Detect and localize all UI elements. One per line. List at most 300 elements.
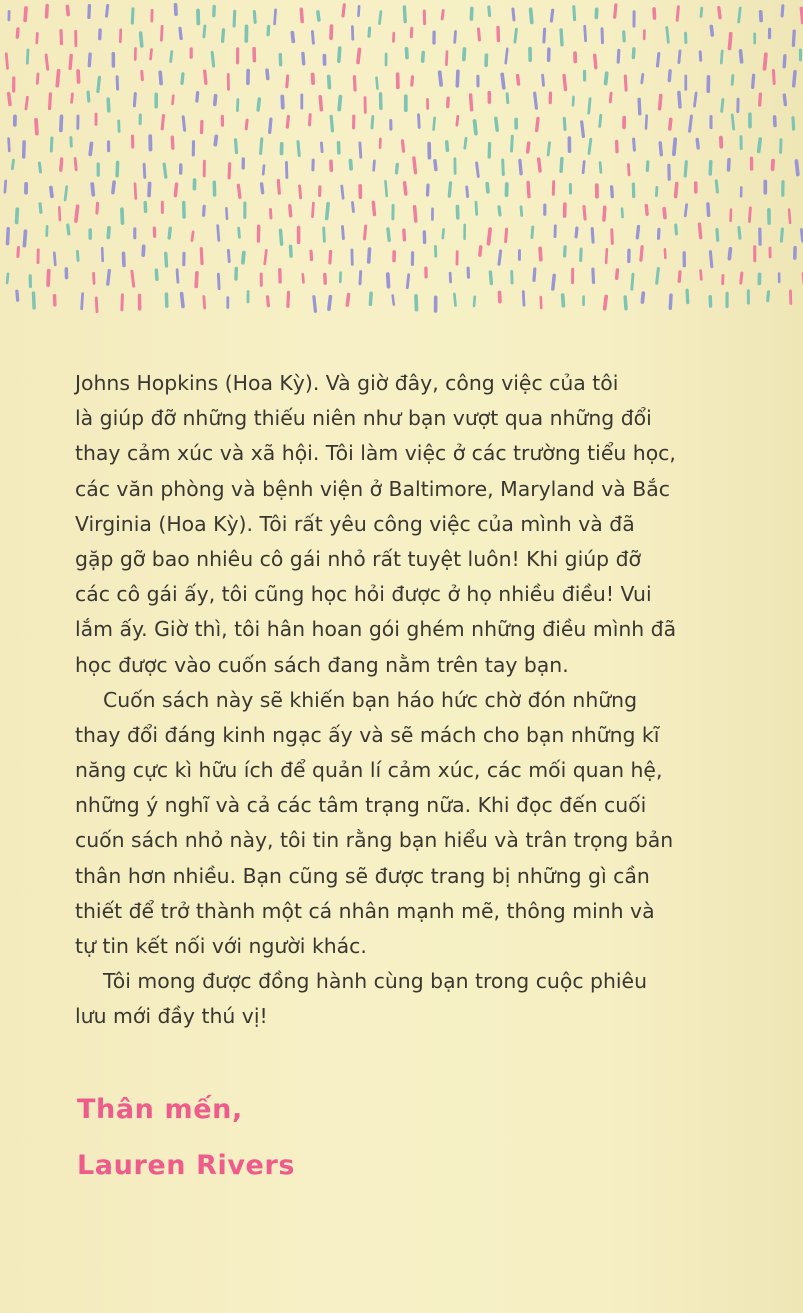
confetti-dash [78,71,79,82]
confetti-dash [585,26,586,40]
letter-line: các văn phòng và bệnh viện ở Baltimore, Maryland và Bắc [75,476,670,501]
confetti-dash [690,116,692,131]
confetti-dash [314,297,316,312]
confetti-dash [287,76,288,87]
confetti-dash [489,7,490,16]
letter-line: thiết để trở thành một cá nhân mạnh mẽ, thông minh và [75,898,655,923]
confetti-dash [540,248,541,259]
confetti-dash [61,159,62,170]
confetti-dash [454,294,455,306]
confetti-dash [339,97,340,110]
confetti-dash [583,162,584,173]
confetti-dash [539,159,540,171]
confetti-dash [141,33,142,46]
confetti-dash [290,206,291,216]
confetti-dash [313,75,314,84]
confetti-dash [369,28,370,36]
confetti-dash [353,203,354,212]
confetti-dash [9,94,10,105]
confetti-dash [17,291,18,300]
confetti-dash [606,249,607,263]
confetti-dash [75,159,76,170]
confetti-dash [107,5,108,16]
confetti-dash [339,48,340,61]
confetti-dash [143,246,144,255]
confetti-dash [388,229,389,240]
confetti-dash [108,271,110,285]
confetti-dash [268,26,269,34]
confetti-dash [592,229,593,243]
confetti-dash [670,119,671,128]
confetti-dash [261,139,262,154]
confetti-dash [37,74,38,83]
confetti-dash [739,228,740,239]
confetti-dash [467,187,468,197]
confetti-dash [236,140,237,153]
confetti-dash [701,271,702,280]
confetti-dash [695,93,697,106]
letter-line: Cuốn sách này sẽ khiến bạn háo hức chờ đón những [103,687,638,712]
confetti-dash [535,93,537,108]
confetti-dash [457,71,458,86]
confetti-dash [773,71,774,84]
confetti-dash [419,115,420,128]
confetti-dash [321,143,322,152]
confetti-dash [329,77,330,88]
letter-line: thay cảm xúc và xã hội. Tôi làm việc ở các trường tiểu học, [75,441,676,466]
confetti-dash [226,208,227,219]
confetti-dash [229,164,230,178]
confetti-dash [646,116,647,129]
confetti-dash [793,118,794,129]
confetti-dash [604,207,605,220]
confetti-dash [479,29,480,40]
confetti-dash [97,203,98,213]
confetti-dash [8,229,9,244]
confetti-dash [646,206,647,215]
confetti-dash [518,76,519,84]
confetti-dash [520,161,521,174]
confetti-dash [507,94,508,103]
letter-line: gặp gỡ bao nhiêu cô gái nhỏ rất tuyệt luôn! Khi giúp đỡ [75,546,641,571]
confetti-dash [57,71,58,86]
confetti-dash [142,71,143,79]
confetti-dash [674,139,675,154]
confetti-dash [411,28,412,37]
confetti-dash [132,9,133,23]
confetti-dash [617,270,618,278]
confetti-dash [197,93,198,101]
confetti-dash [679,93,680,107]
confetti-dash [6,54,7,68]
confetti-dash [414,158,416,173]
confetti-dash [506,229,507,242]
confetti-dash [166,253,167,266]
confetti-dash [543,75,544,85]
confetti-dash [464,49,465,60]
confetti-dash [397,164,398,173]
confetti-dash [474,297,475,306]
confetti-dash [434,118,435,130]
confetti-dash [561,30,562,45]
confetti-dash [515,29,517,42]
letter-line: thay đổi đáng kinh ngạc ấy và sẽ mách cho bạn những kĩ [75,722,660,747]
confetti-dash [39,163,40,172]
confetti-dash [781,229,782,241]
confetti-dash [637,227,638,238]
confetti-dash [448,98,449,107]
confetti-dash [270,119,271,132]
confetti-dash [632,274,633,289]
confetti-dash [622,209,623,217]
confetti-dash [162,116,163,129]
confetti-dash [372,117,373,128]
confetti-dash [5,181,6,192]
letter-line: năng cực kì hữu ích để quản lí cảm xúc, các mối quan hệ, [75,758,663,783]
confetti-dash [96,298,97,312]
confetti-dash [561,159,562,172]
confetti-dash [721,51,722,63]
confetti-dash [612,187,613,197]
confetti-dash [156,270,157,279]
confetti-dash [612,230,613,244]
confetti-dash [415,207,416,221]
confetti-dash [61,31,62,44]
confetti-dash [503,160,504,175]
confetti-dash [563,295,564,306]
confetti-dash [370,293,371,304]
confetti-dash [465,138,466,148]
confetti-dash [331,116,332,131]
confetti-dash [760,94,761,105]
confetti-dash [664,209,665,218]
confetti-dash [287,117,288,128]
confetti-dash [102,248,103,261]
confetti-dash [625,76,626,90]
confetti-dash [27,50,28,63]
confetti-dash [108,99,109,111]
confetti-dash [50,94,51,109]
confetti-dash [759,139,761,151]
confetti-dash [658,54,659,67]
confetti-dash [450,273,451,282]
confetti-dash [228,250,229,261]
confetti-dash [595,55,596,67]
confetti-dash [625,297,626,309]
confetti-dash [327,204,328,219]
confetti-dash [796,161,797,175]
confetti-dash [234,11,235,26]
confetti-dash [275,10,276,24]
confetti-dash [282,97,283,108]
confetti-dash [182,294,183,307]
confetti-dash [544,29,545,42]
confetti-dash [330,252,331,263]
confetti-dash [573,97,574,105]
letter-line: các cô gái ấy, tôi cũng học hỏi được ở họ nhiều điều! Vui [75,582,652,607]
confetti-dash [331,26,332,38]
confetti-dash [267,70,268,78]
confetti-dash [423,53,424,62]
confetti-dash [722,100,723,112]
confetti-dash [54,253,55,265]
letter-line: Virginia (Hoa Kỳ). Tôi rất yêu công việc của mình và đã [75,511,635,536]
confetti-dash [89,54,90,66]
confetti-dash [358,49,359,62]
confetti-dash [471,95,472,110]
confetti-dash [65,187,67,200]
confetti-dash [600,115,601,126]
confetti-dash [265,250,267,264]
confetti-dash [496,118,497,130]
confetti-dash [717,230,718,241]
confetti-dash [173,96,174,104]
confetti-dash [301,9,302,21]
letter-line: là giúp đỡ những thiếu niên như bạn vượt qua những đổi [75,406,652,431]
confetti-dash [793,31,794,45]
confetti-dash [377,78,378,89]
confetti-dash [9,139,10,151]
confetti-dash [584,207,585,219]
confetti-dash [789,210,790,223]
confetti-dash [660,143,661,155]
confetti-dash [218,274,219,289]
confetti-dash [548,143,549,155]
confetti-dash [512,136,513,151]
confetti-dash [172,137,173,148]
confetti-dash [443,229,444,238]
confetti-dash [76,206,78,221]
confetti-dash [243,253,244,263]
confetti-dash [124,253,125,265]
confetti-dash [602,29,603,43]
confetti-dash [343,227,344,239]
confetti-dash [528,182,529,196]
confetti-dash [457,116,458,125]
confetti-dash [729,249,730,259]
confetti-dash [732,115,734,129]
confetti-dash [68,225,69,234]
confetti-dash [223,30,224,42]
confetti-dash [246,120,247,129]
confetti-dash [670,295,671,308]
confetti-dash [320,97,321,110]
confetti-dash [258,99,259,110]
letter-line: Johns Hopkins (Hoa Kỳ). Và giờ đây, công việc của tôi [75,371,619,395]
confetti-dash [710,252,711,267]
confetti-dash [615,5,616,17]
confetti-dash [192,232,193,241]
letter-line: thân hơn nhiều. Bạn cũng sẽ được trang bị những gì cần [75,863,650,888]
confetti-dash [732,76,733,85]
confetti-dash [741,51,742,62]
confetti-dash [149,184,150,196]
confetti-dash [151,50,152,59]
confetti-dash [176,5,177,15]
confetti-dash [286,163,287,178]
confetti-dash [642,74,643,82]
confetti-dash [238,185,240,197]
confetti-dash [700,52,701,60]
confetti-dash [132,271,134,286]
confetti-dash [739,8,741,22]
confetti-dash [59,207,60,220]
confetti-dash [46,55,48,69]
confetti-dash [600,163,601,173]
confetti-dash [61,116,62,130]
confetti-dash [51,138,52,151]
letter-line: những ý nghĩ và cả các tâm trạng nữa. Khi đọc đến cuối [75,793,647,818]
confetti-dash [120,30,121,42]
confetti-dash [639,99,640,114]
confetti-dash [667,28,669,43]
confetti-dash [303,53,304,63]
confetti-dash [271,209,272,218]
confetti-dash [161,26,162,40]
confetti-dash [477,163,479,177]
confetti-dash [574,7,575,20]
confetti-dash [749,208,750,222]
confetti-dash [521,207,522,216]
confetti-dash [708,204,709,215]
confetti-dash [300,186,301,198]
confetti-dash [388,274,389,287]
confetti-dash [122,209,123,223]
author-name: Lauren Rivers [77,1150,296,1181]
confetti-dash [25,8,26,20]
confetti-dash [164,164,166,177]
confetti-dash [204,26,205,37]
confetti-dash [365,226,366,239]
confetti-dash [34,293,35,308]
confetti-dash [506,49,508,63]
confetti-dash [730,34,731,49]
confetti-dash [343,5,344,16]
confetti-dash [310,115,311,125]
confetti-dash [67,6,68,14]
confetti-dash [499,207,500,215]
confetti-dash [48,271,49,285]
confetti-dash [407,49,408,58]
letter-line: cuốn sách nhỏ này, tôi tin rằng bạn hiểu và trân trọng bản [75,828,674,853]
confetti-dash [204,297,205,309]
confetti-dash [475,121,476,134]
letter-line: lưu mới đầy thú vị! [75,1004,268,1029]
confetti-dash [90,143,91,154]
confetti-dash [606,73,607,83]
confetti-dash [218,226,219,241]
confetti-dash [329,297,331,310]
confetti-dash [17,29,18,37]
confetti-dash [669,71,670,81]
confetti-dash [794,72,795,86]
confetti-dash [700,224,701,237]
confetti-dash [782,6,783,16]
confetti-dash [641,247,642,260]
confetti-dash [404,230,405,240]
confetti-dash [47,6,48,17]
confetti-dash [311,251,312,259]
confetti-dash [386,181,387,196]
confetti-dash [435,161,436,170]
confetti-dash [589,139,591,153]
confetti-dash [17,209,18,222]
confetti-dash [262,184,263,193]
confetti-dash [51,188,52,197]
confetti-dash [801,230,802,242]
confetti-dash [12,160,13,169]
confetti-dash [268,297,269,306]
confetti-dash [656,187,657,195]
confetti-dash [212,52,213,66]
confetti-dash [442,11,443,19]
confetti-dash [298,142,299,156]
letter-body [75,366,765,1035]
confetti-dash [318,12,319,20]
confetti-dash [416,296,417,310]
letter-line: lắm ấy. Giờ thì, tôi hân hoan gói ghém những điều mình đã [75,617,677,642]
confetti-dash [665,249,666,258]
confetti-dash [676,225,677,234]
confetti-dash [428,185,429,195]
confetti-dash [183,117,184,130]
confetti-dash [534,269,535,280]
confetti-dash [531,9,532,22]
confetti-dash [628,165,629,175]
confetti-dash [676,184,677,197]
confetti-dash [716,181,717,192]
confetti-dash [476,202,477,214]
confetti-dash [160,72,161,83]
confetti-dash [582,122,584,137]
confetti-dash [303,274,304,282]
letter-line: Tôi mong được đồng hành cùng bạn trong cuộc phiêu [103,969,648,994]
confetti-dash [175,184,176,196]
confetti-dash [312,32,313,44]
confetti-dash [784,95,785,105]
confetti-dash [576,228,577,237]
confetti-dash [72,94,73,102]
confetti-dash [359,6,360,15]
confetti-dash [564,118,565,129]
confetti-dash [502,74,504,88]
confetti-dash [523,292,524,306]
confetti-dash [360,272,361,284]
confetti-dash [380,12,381,24]
confetti-dash [687,290,688,302]
confetti-dash [373,202,374,214]
confetti-dash [37,33,38,43]
confetti-dash [171,52,172,62]
confetti-dash [447,142,448,151]
confetti-dash [697,139,698,148]
confetti-dash [263,166,264,175]
confetti-dash [360,143,361,157]
letter-line: tự tin kết nối với người khác. [75,934,367,958]
confetti-dash [407,275,408,288]
confetti-dash [393,296,394,305]
confetti-dash [642,293,643,302]
confetti-dash [449,183,450,196]
confetti-dash [24,231,25,245]
confetti-dash [98,77,100,91]
confetti-dash [487,184,488,192]
confetti-dash [281,230,282,244]
confetti-dash [528,143,529,152]
confetti-dash [342,186,343,198]
confetti-dash [122,295,123,310]
confetti-dash [446,52,447,65]
